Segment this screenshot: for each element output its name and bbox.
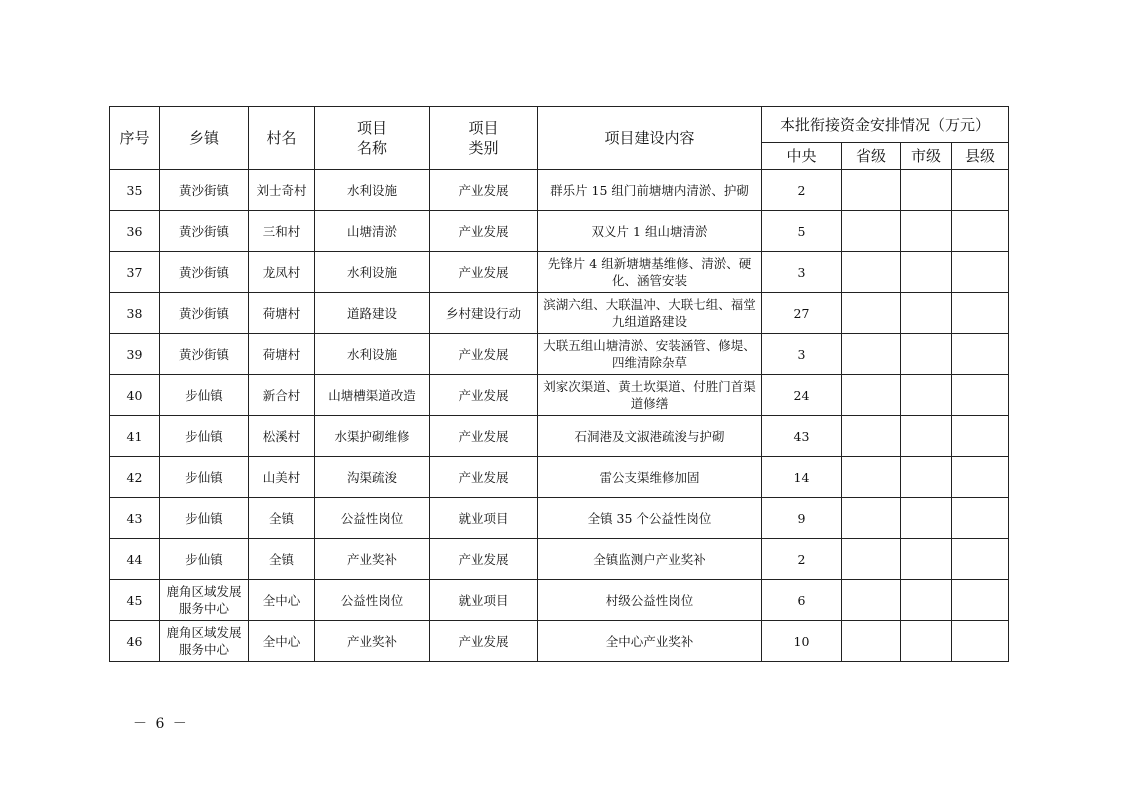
- header-village: 村名: [249, 107, 315, 170]
- cell-provincial: [842, 170, 901, 211]
- cell-seq: 46: [110, 621, 160, 662]
- cell-content: 石洞港及文淑港疏浚与护砌: [538, 416, 762, 457]
- funding-table: [109, 106, 1009, 662]
- cell-town: 鹿角区域发展服务中心: [160, 580, 249, 621]
- cell-project-name: 水利设施: [315, 334, 430, 375]
- cell-project-name: 水利设施: [315, 252, 430, 293]
- cell-project-name: 沟渠疏浚: [315, 457, 430, 498]
- cell-content: 全中心产业奖补: [538, 621, 762, 662]
- cell-project-name: 产业奖补: [315, 621, 430, 662]
- cell-municipal: [901, 211, 952, 252]
- cell-provincial: [842, 375, 901, 416]
- cell-town: 黄沙街镇: [160, 170, 249, 211]
- cell-central: 24: [762, 375, 842, 416]
- cell-village: 三和村: [249, 211, 315, 252]
- cell-seq: 40: [110, 375, 160, 416]
- cell-provincial: [842, 498, 901, 539]
- cell-project-type: 就业项目: [430, 580, 538, 621]
- cell-county: [952, 621, 1009, 662]
- cell-content: 全镇监测户产业奖补: [538, 539, 762, 580]
- cell-village: 荷塘村: [249, 293, 315, 334]
- cell-county: [952, 580, 1009, 621]
- table-row: [110, 457, 1009, 498]
- cell-village: 龙凤村: [249, 252, 315, 293]
- cell-town: 步仙镇: [160, 416, 249, 457]
- cell-project-name: 产业奖补: [315, 539, 430, 580]
- cell-provincial: [842, 457, 901, 498]
- table-row: [110, 375, 1009, 416]
- cell-municipal: [901, 334, 952, 375]
- cell-central: 3: [762, 334, 842, 375]
- cell-provincial: [842, 580, 901, 621]
- cell-municipal: [901, 539, 952, 580]
- cell-project-name: 道路建设: [315, 293, 430, 334]
- cell-project-name: 山塘槽渠道改造: [315, 375, 430, 416]
- table-row: [110, 621, 1009, 662]
- cell-project-type: 产业发展: [430, 170, 538, 211]
- cell-project-type: 就业项目: [430, 498, 538, 539]
- table-body: [110, 170, 1009, 662]
- cell-central: 9: [762, 498, 842, 539]
- cell-municipal: [901, 621, 952, 662]
- table-row: [110, 416, 1009, 457]
- table-row: [110, 539, 1009, 580]
- cell-county: [952, 211, 1009, 252]
- cell-central: 5: [762, 211, 842, 252]
- cell-town: 步仙镇: [160, 498, 249, 539]
- cell-county: [952, 170, 1009, 211]
- cell-central: 2: [762, 170, 842, 211]
- cell-village: 全镇: [249, 498, 315, 539]
- cell-county: [952, 252, 1009, 293]
- cell-content: 双义片 1 组山塘清淤: [538, 211, 762, 252]
- header-seq: 序号: [110, 107, 160, 170]
- cell-provincial: [842, 211, 901, 252]
- cell-seq: 43: [110, 498, 160, 539]
- cell-municipal: [901, 498, 952, 539]
- cell-seq: 45: [110, 580, 160, 621]
- cell-town: 黄沙街镇: [160, 334, 249, 375]
- cell-provincial: [842, 252, 901, 293]
- cell-central: 43: [762, 416, 842, 457]
- cell-town: 黄沙街镇: [160, 252, 249, 293]
- cell-central: 10: [762, 621, 842, 662]
- table-row: [110, 334, 1009, 375]
- cell-provincial: [842, 416, 901, 457]
- cell-village: 山美村: [249, 457, 315, 498]
- cell-town: 步仙镇: [160, 539, 249, 580]
- cell-project-name: 公益性岗位: [315, 498, 430, 539]
- cell-seq: 39: [110, 334, 160, 375]
- cell-village: 全镇: [249, 539, 315, 580]
- cell-project-name: 山塘清淤: [315, 211, 430, 252]
- cell-municipal: [901, 416, 952, 457]
- cell-seq: 41: [110, 416, 160, 457]
- cell-project-type: 产业发展: [430, 375, 538, 416]
- cell-project-type: 产业发展: [430, 334, 538, 375]
- cell-seq: 35: [110, 170, 160, 211]
- cell-county: [952, 539, 1009, 580]
- cell-seq: 37: [110, 252, 160, 293]
- cell-town: 步仙镇: [160, 375, 249, 416]
- cell-provincial: [842, 293, 901, 334]
- cell-county: [952, 457, 1009, 498]
- cell-seq: 38: [110, 293, 160, 334]
- cell-project-type: 乡村建设行动: [430, 293, 538, 334]
- cell-project-type: 产业发展: [430, 539, 538, 580]
- cell-content: 群乐片 15 组门前塘塘内清淤、护砌: [538, 170, 762, 211]
- cell-project-type: 产业发展: [430, 252, 538, 293]
- table-header-row: [110, 107, 1009, 143]
- cell-village: 全中心: [249, 580, 315, 621]
- cell-municipal: [901, 457, 952, 498]
- cell-village: 新合村: [249, 375, 315, 416]
- header-project-name: 项目 名称: [315, 107, 430, 170]
- header-municipal: 市级: [901, 143, 952, 170]
- cell-project-type: 产业发展: [430, 621, 538, 662]
- cell-village: 松溪村: [249, 416, 315, 457]
- cell-content: 全镇 35 个公益性岗位: [538, 498, 762, 539]
- cell-county: [952, 293, 1009, 334]
- cell-project-name: 水渠护砌维修: [315, 416, 430, 457]
- cell-village: 全中心: [249, 621, 315, 662]
- table-row: [110, 211, 1009, 252]
- cell-central: 3: [762, 252, 842, 293]
- cell-county: [952, 416, 1009, 457]
- cell-county: [952, 334, 1009, 375]
- table-row: [110, 293, 1009, 334]
- cell-seq: 42: [110, 457, 160, 498]
- cell-content: 大联五组山塘清淤、安装涵管、修堤、四维清除杂草: [538, 334, 762, 375]
- table-row: [110, 252, 1009, 293]
- table-row: [110, 170, 1009, 211]
- header-town: 乡镇: [160, 107, 249, 170]
- cell-town: 鹿角区域发展服务中心: [160, 621, 249, 662]
- cell-municipal: [901, 375, 952, 416]
- cell-provincial: [842, 539, 901, 580]
- cell-central: 14: [762, 457, 842, 498]
- cell-project-type: 产业发展: [430, 211, 538, 252]
- cell-project-name: 公益性岗位: [315, 580, 430, 621]
- cell-content: 刘家次渠道、黄土坎渠道、付胜门首渠道修缮: [538, 375, 762, 416]
- cell-project-type: 产业发展: [430, 416, 538, 457]
- cell-municipal: [901, 252, 952, 293]
- header-central: 中央: [762, 143, 842, 170]
- cell-project-name: 水利设施: [315, 170, 430, 211]
- page-number: － 6 －: [133, 716, 189, 732]
- cell-town: 步仙镇: [160, 457, 249, 498]
- cell-town: 黄沙街镇: [160, 211, 249, 252]
- cell-content: 雷公支渠维修加固: [538, 457, 762, 498]
- table-row: [110, 580, 1009, 621]
- cell-county: [952, 375, 1009, 416]
- cell-provincial: [842, 334, 901, 375]
- cell-project-type: 产业发展: [430, 457, 538, 498]
- cell-content: 滨湖六组、大联温冲、大联七组、福堂九组道路建设: [538, 293, 762, 334]
- table-row: [110, 498, 1009, 539]
- cell-town: 黄沙街镇: [160, 293, 249, 334]
- header-provincial: 省级: [842, 143, 901, 170]
- cell-county: [952, 498, 1009, 539]
- header-county: 县级: [952, 143, 1009, 170]
- cell-content: 先锋片 4 组新塘塘基维修、清淤、硬化、涵管安装: [538, 252, 762, 293]
- cell-central: 2: [762, 539, 842, 580]
- header-funding-group: 本批衔接资金安排情况（万元）: [762, 107, 1009, 143]
- cell-municipal: [901, 170, 952, 211]
- cell-provincial: [842, 621, 901, 662]
- header-content: 项目建设内容: [538, 107, 762, 170]
- cell-village: 刘士奇村: [249, 170, 315, 211]
- cell-municipal: [901, 293, 952, 334]
- cell-municipal: [901, 580, 952, 621]
- cell-seq: 44: [110, 539, 160, 580]
- cell-central: 6: [762, 580, 842, 621]
- cell-content: 村级公益性岗位: [538, 580, 762, 621]
- cell-central: 27: [762, 293, 842, 334]
- header-project-type: 项目 类别: [430, 107, 538, 170]
- cell-seq: 36: [110, 211, 160, 252]
- cell-village: 荷塘村: [249, 334, 315, 375]
